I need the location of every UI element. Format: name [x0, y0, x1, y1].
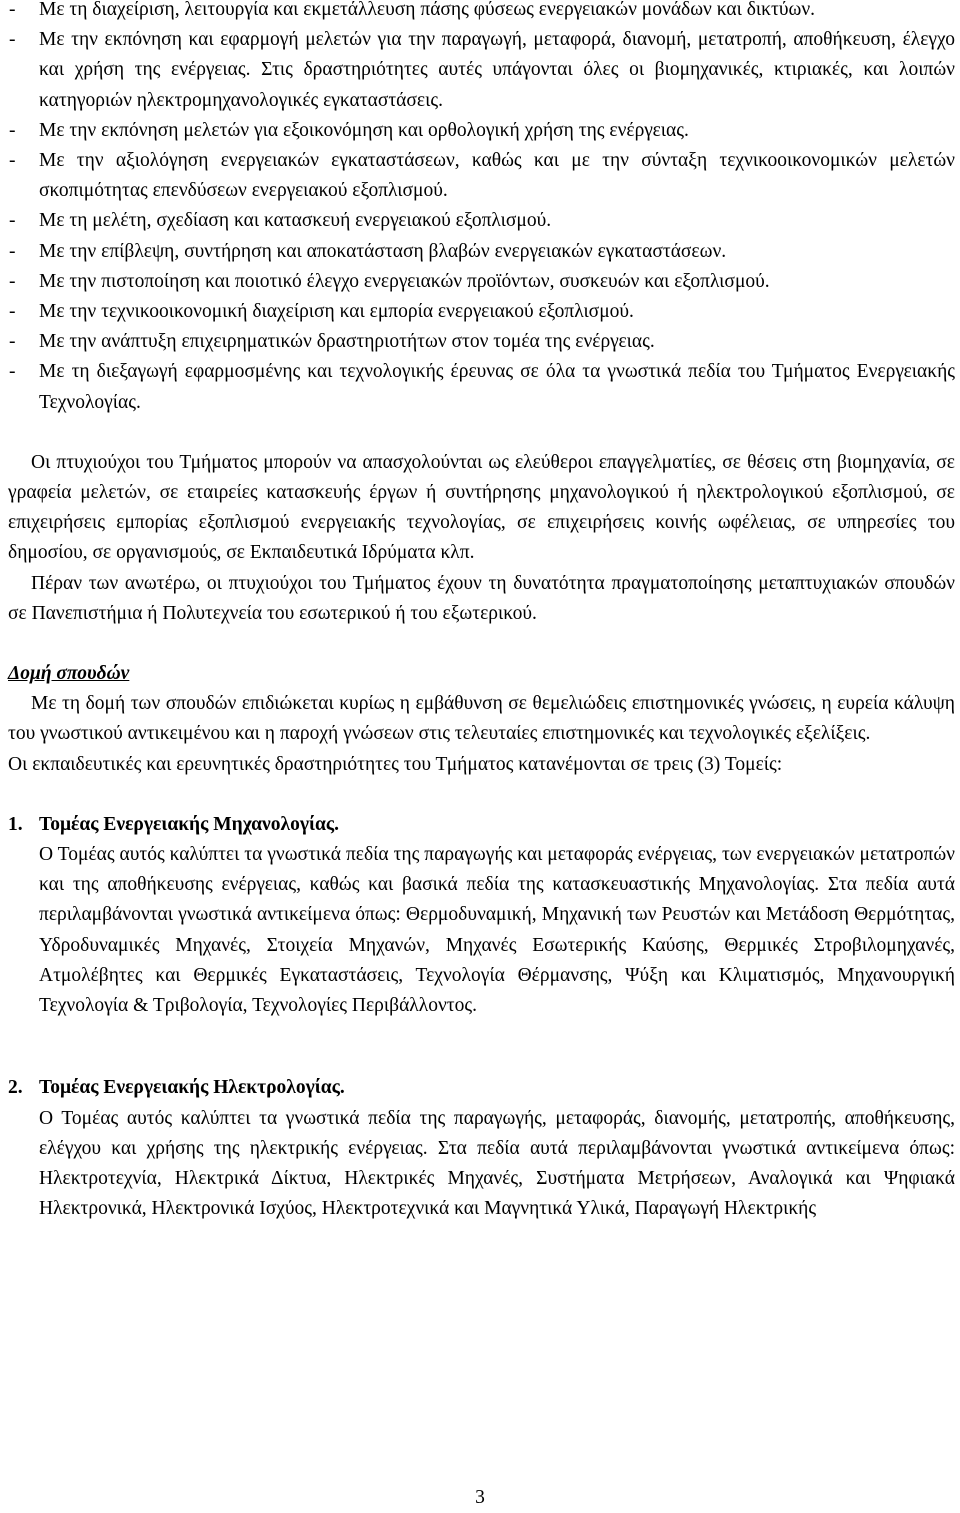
bullet-dash: - — [9, 29, 16, 51]
list-item: - Με τη διαχείριση, λειτουργία και εκμετάλλευση πάσης φύσεως ενεργειακών μονάδων και δικτύων. — [8, 0, 955, 25]
list-item: - Με την επίβλεψη, συντήρηση και αποκατάσταση βλαβών ενεργειακών εγκαταστάσεων. — [8, 237, 955, 267]
sector-text: Ο Τομέας αυτός καλύπτει τα γνωστικά πεδία της παραγωγής και μεταφοράς ενέργειας, των ενεργειακών μετατροπών και της αποθήκευσης ενέργειας, καθώς και βασικά πεδία της κατασκευαστικής Μηχανολογίας. Στα πεδία αυτά περιλαμβάνονται γνωστικά αντικείμενα όπως: Θερμοδυναμική, Μηχανική των Ρευστών και Μετάδοση Θερμότητας, Υδροδυναμικές Μηχανές, Στοιχεία Μηχανών, Μηχανές Εσωτερικής Καύσης, Θερμικές Στροβιλομηχανές, Ατμολέβητες και Θερμικές Εγκαταστάσεις, Τεχνολογία Θέρμανσης, Ψύξη και Κλιματισμός, Μηχανουργική Τεχνολογία & Τριβολογία, Τεχνολογίες Περιβάλλοντος. — [39, 844, 955, 1017]
bullet-dash: - — [9, 270, 16, 292]
sector-item — [8, 1073, 955, 1224]
bullet-dash: - — [9, 210, 16, 232]
document-page — [8, 0, 955, 1224]
graduates-paragraph: Οι πτυχιούχοι του Τμήματος μπορούν να απασχολούνται ως ελεύθεροι επαγγελματίες, σε θέσεις στη βιομηχανία, σε γραφεία μελετών, σε εταιρείες κατασκευής έργων ή συντήρησης μηχανολογικού ή ηλεκτρολογικού εξοπλισμού, σε επιχειρήσεις εμπορίας εξοπλισμού ενεργειακής τεχνολογίας, σε επιχειρήσεις κοινής ωφέλειας, σε υπηρεσίες του δημοσίου, σε οργανισμούς, σε Εκπαιδευτικά Ιδρύματα κλπ. — [8, 451, 955, 564]
section-heading: Δομή σπουδών — [8, 663, 130, 685]
sectors-intro: Οι εκπαιδευτικές και ερευνητικές δραστηριότητες του Τμήματος κατανέμονται σε τρεις (3) Τομείς: — [8, 753, 783, 775]
page-number: 3 — [475, 1487, 485, 1508]
sector-title: Τομέας Ενεργειακής Ηλεκτρολογίας. — [39, 1077, 345, 1099]
responsibilities-list — [8, 0, 955, 418]
list-item: - Με τη διεξαγωγή εφαρμοσμένης και τεχνολογικής έρευνας σε όλα τα γνωστικά πεδία του Τμήματος Ενεργειακής Τεχνολογίας. — [8, 357, 955, 417]
structure-intro: Με τη δομή των σπουδών επιδιώκεται κυρίως η εμβάθυνση σε θεμελιώδεις επιστημονικές γνώσεις, η ευρεία κάλυψη του γνωστικού αντικειμένου και η παροχή γνώσεων στις τελευταίες επιστημονικές και τεχνολογικές εξελίξεις. — [8, 693, 955, 745]
bullet-dash: - — [9, 0, 16, 20]
bullet-dash: - — [9, 150, 16, 172]
bullet-dash: - — [9, 361, 16, 383]
sector-text: Ο Τομέας αυτός καλύπτει τα γνωστικά πεδία της παραγωγής, μεταφοράς, διανομής, μετατροπής, αποθήκευσης, ελέγχου και χρήσης της ηλεκτρικής ενέργειας. Στα πεδία αυτά περιλαμβάνονται γνωστικά αντικείμενα όπως: Ηλεκτροτεχνία, Ηλεκτρικά Δίκτυα, Ηλεκτρικές Μηχανές, Συστήματα Μετρήσεων, Αναλογικά και Ψηφιακά Ηλεκτρονικά, Ηλεκτρονικά Ισχύος, Ηλεκτροτεχνικά και Μαγνητικά Υλικά, Παραγωγή Ηλεκτρικής — [39, 1107, 955, 1220]
list-item: - Με την ανάπτυξη επιχειρηματικών δραστηριοτήτων στον τομέα της ενέργειας. — [8, 327, 955, 357]
postgraduate-paragraph: Πέραν των ανωτέρω, οι πτυχιούχοι του Τμήματος έχουν τη δυνατότητα πραγματοποίησης μεταπτυχιακών σπουδών σε Πανεπιστήμια ή Πολυτεχνεία του εσωτερικού ή του εξωτερικού. — [8, 572, 955, 624]
list-item: - Με την τεχνικοοικονομική διαχείριση και εμπορία ενεργειακού εξοπλισμού. — [8, 297, 955, 327]
bullet-dash: - — [9, 301, 16, 323]
sector-item — [8, 810, 955, 1021]
sector-number: 1. — [8, 813, 23, 835]
bullet-dash: - — [9, 119, 16, 141]
list-item: - Με τη μελέτη, σχεδίαση και κατασκευή ενεργειακού εξοπλισμού. — [8, 206, 955, 236]
list-item: - Με την πιστοποίηση και ποιοτικό έλεγχο ενεργειακών προϊόντων, συσκευών και εξοπλισμού. — [8, 267, 955, 297]
list-item: - Με την αξιολόγηση ενεργειακών εγκαταστάσεων, καθώς και με την σύνταξη τεχνικοοικονομικών μελετών σκοπιμότητας επενδύσεων ενεργειακού εξοπλισμού. — [8, 146, 955, 206]
list-item: - Με την εκπόνηση και εφαρμογή μελετών για την παραγωγή, μεταφορά, διανομή, μετατροπή, αποθήκευση, έλεγχο και χρήση της ενέργειας. Στις δραστηριότητες αυτές υπάγονται όλες οι βιομηχανικές, κτιριακές, και λοιπών κατηγοριών ηλεκτρομηχανολογικές εγκαταστάσεις. — [8, 25, 955, 116]
sector-title: Τομέας Ενεργειακής Μηχανολογίας. — [39, 813, 339, 835]
bullet-dash: - — [9, 240, 16, 262]
sector-number: 2. — [8, 1077, 23, 1099]
bullet-dash: - — [9, 331, 16, 353]
list-item: - Με την εκπόνηση μελετών για εξοικονόμηση και ορθολογική χρήση της ενέργειας. — [8, 116, 955, 146]
